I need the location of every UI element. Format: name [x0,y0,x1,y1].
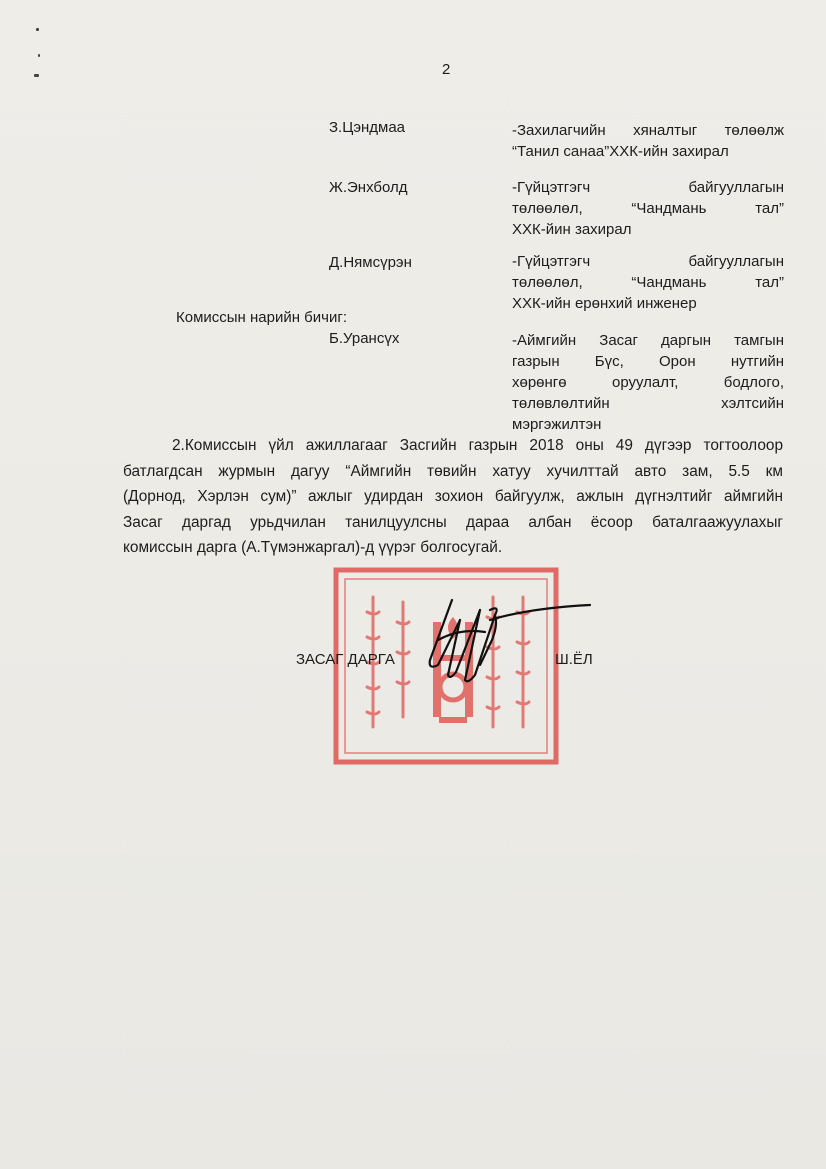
role-line: -Аймгийн Засаг даргын тамгын [512,332,784,349]
paragraph-line: батлагдсан журмын дагуу “Аймгийн төвийн хатуу хучилттай авто зам, 5.5 км [123,462,783,480]
secretary-label: Комиссын нарийн бичиг: [176,309,347,326]
governor-title: ЗАСАГ ДАРГА [296,651,395,668]
member-name: Б.Урансүх [329,330,400,347]
role-line: -Захилагчийн хяналтыг төлөөлж [512,122,784,139]
member-name: Д.Нямсүрэн [329,254,412,271]
role-line: төлөөлөл, “Чандмань тал” [512,274,784,291]
role-line: газрын Бүс, Орон нутгийн [512,353,784,370]
page-number: 2 [442,61,451,78]
scan-artifact [34,74,39,77]
role-line: -Гүйцэтгэгч байгууллагын [512,253,784,270]
paragraph-line: 2.Комиссын үйл ажиллагааг Засгийн газрын 2018 оны 49 дүгээр тогтоолоор [172,437,783,454]
member-role [512,251,784,314]
scan-artifact [36,28,39,31]
scan-artifact [38,54,40,57]
paragraph-line: Засаг даргад урьдчилан танилцуулсны дараа албан ёсоор баталгаажуулахыг [123,513,783,531]
governor-name: Ш.ЁЛ [555,651,593,668]
member-name: З.Цэндмаа [329,119,406,136]
role-line: ХХК-йин захирал [512,221,632,238]
role-line: төлөвлөлтийн хэлтсийн [512,395,784,412]
role-line: “Танил санаа”ХХК-ийн захирал [512,143,729,160]
handwritten-signature [420,580,620,690]
resolution-paragraph [123,433,783,561]
role-line: төлөөлөл, “Чандмань тал” [512,200,784,217]
role-line: хөрөнгө оруулалт, бодлого, [512,374,784,391]
role-line: мэргэжилтэн [512,416,602,433]
member-role [512,330,784,435]
role-line: ХХК-ийн ерөнхий инженер [512,295,697,312]
member-name: Ж.Энхболд [329,179,408,196]
paragraph-line: комиссын дарга (А.Түмэнжаргал)-д үүрэг болгосугай. [123,539,503,556]
member-role [512,120,784,162]
role-line: -Гүйцэтгэгч байгууллагын [512,179,784,196]
member-role [512,177,784,240]
paragraph-line: (Дорнод, Хэрлэн сум)” ажлыг удирдан зохион байгуулж, ажлын дүгнэлтийг аймгийн [123,488,783,505]
